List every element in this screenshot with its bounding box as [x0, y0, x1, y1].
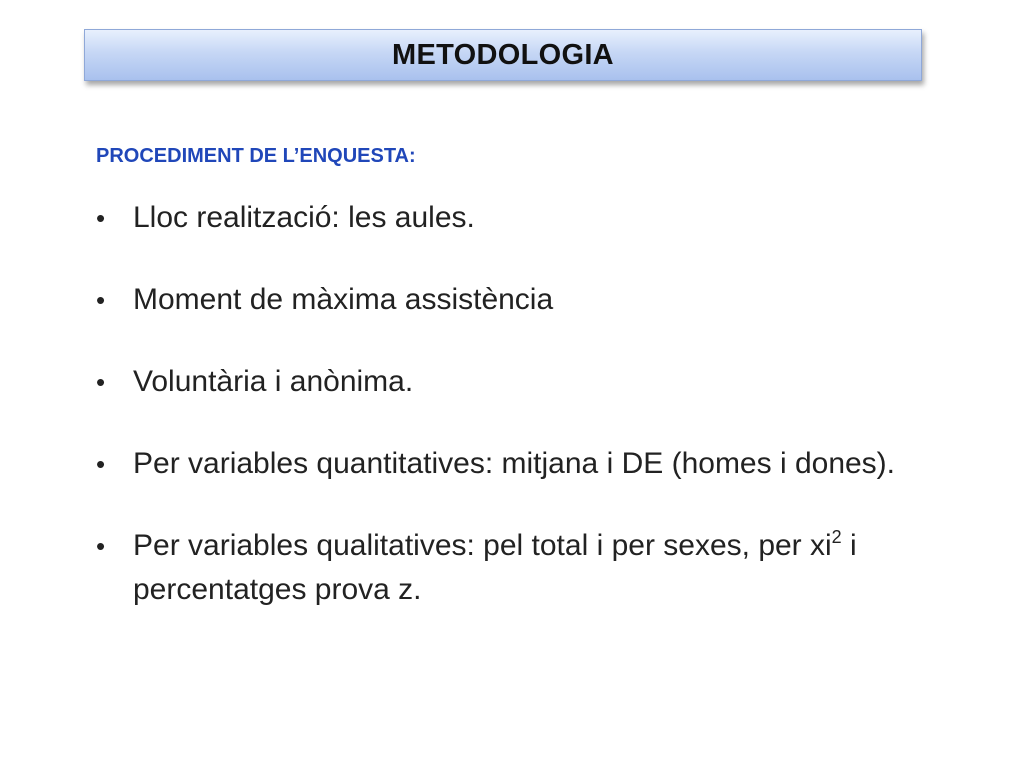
bullet-icon: •: [96, 285, 106, 315]
bullet-item-quantitative: [96, 442, 1006, 486]
bullet-item-location: [96, 196, 1006, 240]
bullet-text-part: i percentatges prova z.: [133, 529, 857, 606]
bullet-text: Moment de màxima assistència: [133, 283, 554, 316]
section-subheading: PROCEDIMENT DE L’ENQUESTA:: [96, 145, 416, 167]
bullet-list: [96, 196, 1006, 612]
bullet-icon: •: [96, 449, 106, 479]
superscript-exponent: 2: [831, 527, 842, 547]
bullet-icon: •: [96, 367, 106, 397]
bullet-text: [133, 524, 1006, 612]
slide-title: METODOLOGIA: [392, 38, 614, 71]
bullet-item-moment: [96, 278, 1006, 322]
bullet-text: Per variables quantitatives: mitjana i DE (homes i dones).: [133, 447, 896, 480]
bullet-icon: •: [96, 203, 106, 233]
bullet-text-part: Per variables qualitatives: pel total i per sexes, per xi: [133, 529, 832, 562]
bullet-icon: •: [96, 531, 106, 561]
bullet-text: Voluntària i anònima.: [133, 365, 414, 398]
bullet-item-qualitative: [96, 524, 1006, 612]
bullet-text: Lloc realització: les aules.: [133, 201, 475, 234]
title-banner: [84, 29, 922, 81]
bullet-item-voluntary: [96, 360, 1006, 404]
